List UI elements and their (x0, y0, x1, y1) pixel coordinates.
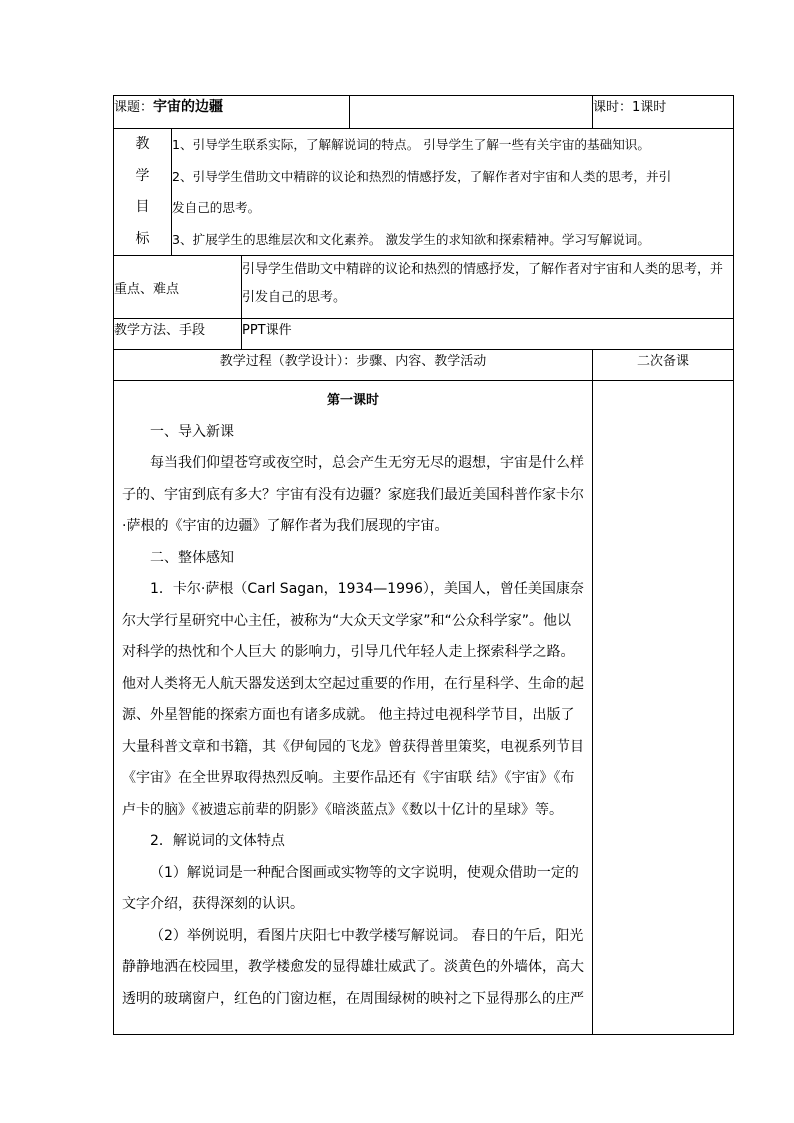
section-heading: 二、整体感知 (150, 549, 234, 566)
key-points-label: 重点、难点 (114, 256, 242, 319)
content-body (114, 381, 592, 1015)
key-points-text: 引导学生借助文中精辟的议论和热烈的情感抒发，了解作者对宇宙和人类的思考，并引发自己的思考。 (242, 256, 734, 319)
method-text: PPT课件 (242, 319, 734, 350)
goal-line: 2、引导学生借助文中精辟的议论和热烈的情感抒发，了解作者对宇宙和人类的思考，并引 (172, 168, 672, 184)
paragraph: 1．卡尔·萨根（Carl Sagan，1934—1996），美国人，曾任美国康奈尔大学行星研究中心主任，被称为“大众天文学家”和“公众科学家”。他以对科学的热忱和个人巨大 的影响力，引导几代年轻人走上探索科学之路。他对人类将无人航天器发送到太空起过重要的作用，在行星科学、生命的起源、外星智能的探索方面也有诸多成就。 他主持过电视科学节目，出版了大量科普文章和书籍，其《伊甸园的飞龙》曾获得普里策奖，电视系列节目《宇宙》在全世界取得热烈反响。主要作品还有《宇宙联 结》《宇宙》《布卢卡的脑》《被遗忘前辈的阴影》《暗淡蓝点》《数以十亿计的星球》等。 (122, 581, 584, 818)
second-prep-header: 二次备课 (593, 350, 734, 381)
topic-cell (114, 96, 350, 129)
key-points-row (114, 256, 734, 319)
lesson-title: 第一课时 (326, 393, 379, 408)
process-header-row (114, 350, 734, 381)
paragraph: （2）举例说明，看图片庆阳七中教学楼写解说词。 春日的午后，阳光静静地洒在校园里，教学楼愈发的显得雄壮威武了。淡黄色的外墙体，高大透明的玻璃窗户，红色的门窗边框，在周围绿树的映衬之下显得那么的庄严 (122, 927, 584, 1007)
title-row (114, 96, 734, 129)
topic-label: 课题： (114, 100, 154, 115)
paragraph: 每当我们仰望苍穹或夜空时，总会产生无穷无尽的遐想，宇宙是什么样子的、宇宙到底有多大？宇宙有没有边疆？家庭我们最近美国科普作家卡尔·萨根的《宇宙的边疆》了解作者为我们展现的宇宙。 (122, 455, 584, 534)
content-cell (114, 381, 593, 1035)
goals-label-char: 教 (135, 136, 150, 152)
method-label: 教学方法、手段 (114, 319, 242, 350)
goals-text (172, 129, 734, 256)
paragraph: （1）解说词是一种配合图画或实物等的文字说明，使观众借助一定的文字介绍，获得深刻的认识。 (122, 864, 579, 912)
goal-line: 3、扩展学生的思维层次和文化素养。 激发学生的求知欲和探索精神。学习写解说词。 (172, 231, 650, 247)
lesson-time: 课时：1课时 (593, 96, 734, 129)
content-row (114, 381, 734, 1035)
process-header: 教学过程（教学设计）：步骤、内容、教学活动 (114, 350, 593, 381)
topic-title: 宇宙的边疆 (153, 99, 224, 115)
goals-label-char: 标 (135, 230, 150, 247)
subheading: 2．解说词的文体特点 (150, 833, 285, 849)
goal-line: 1、引导学生联系实际，了解解说词的特点。 引导学生了解一些有关宇宙的基础知识。 (172, 137, 650, 152)
method-row (114, 319, 734, 350)
goals-label (114, 129, 172, 256)
goals-row (114, 129, 734, 256)
blank-title-cell (350, 96, 593, 129)
goals-label-char: 学 (135, 167, 150, 184)
second-prep-cell (593, 381, 734, 1035)
section-heading: 一、导入新课 (150, 423, 234, 440)
goal-line: 发自己的思考。 (172, 200, 261, 215)
lesson-plan-table (113, 95, 734, 1035)
goals-label-char: 目 (135, 199, 150, 215)
